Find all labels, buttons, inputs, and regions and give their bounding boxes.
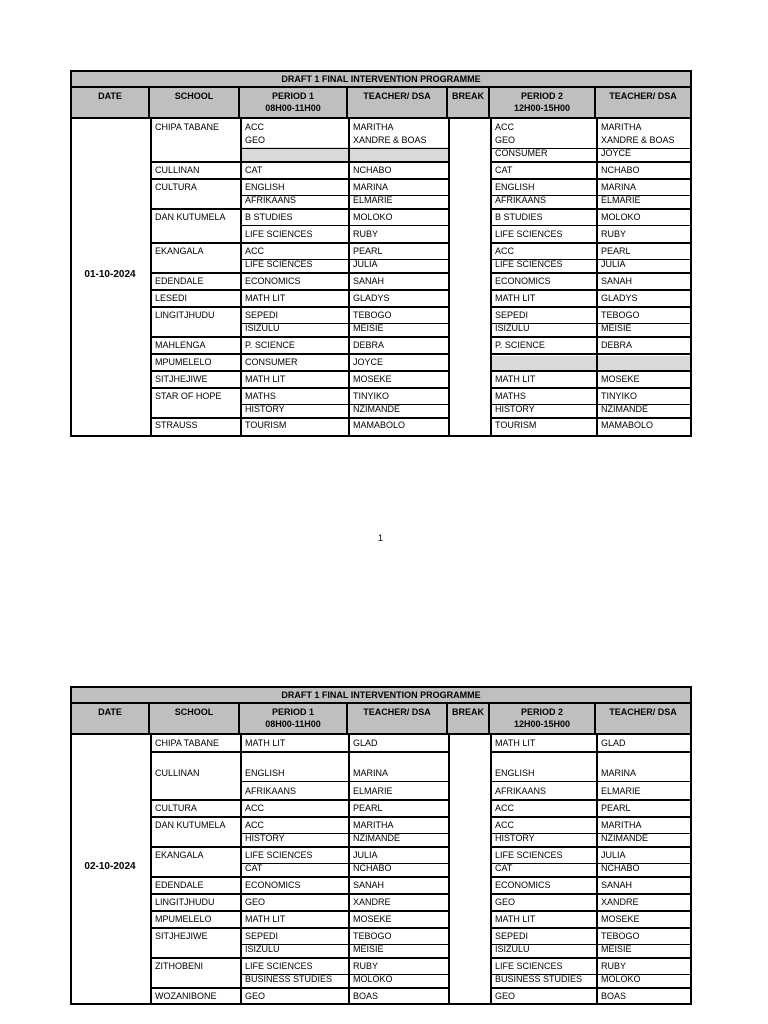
period1-subject-cell: CONSUMER — [245, 357, 298, 367]
row-separator — [490, 816, 690, 818]
period2-subject-cell: ISIZULU — [495, 944, 530, 954]
period2-teacher-cell: NCHABO — [601, 165, 640, 175]
row-separator — [490, 336, 690, 338]
row-separator — [490, 781, 690, 782]
row-separator — [150, 751, 448, 753]
period2-teacher-cell: XANDRE — [601, 897, 639, 907]
school-cell: CULLINAN — [155, 165, 200, 175]
header-teacher2: TEACHER/ DSA — [609, 91, 677, 101]
row-separator — [490, 910, 690, 912]
period2-teacher-cell: TEBOGO — [601, 310, 640, 320]
header-teacher1: TEACHER/ DSA — [348, 88, 448, 117]
period2-teacher-cell: ELMARIE — [601, 195, 641, 205]
period1-subject-cell: SEPEDI — [245, 931, 279, 941]
period2-teacher-cell: RUBY — [601, 229, 627, 239]
empty-cell-shading — [598, 356, 690, 370]
header-school: SCHOOL — [150, 88, 240, 117]
period2-subject-cell: ACC — [495, 803, 515, 813]
row-separator — [150, 353, 448, 355]
period2-teacher-cell: MARINA — [601, 768, 637, 778]
row-separator — [490, 370, 690, 372]
period2-teacher-cell: MARITHA — [601, 122, 642, 132]
period2-subject-cell: LIFE SCIENCES — [495, 229, 563, 239]
period1-subject-cell: ECONOMICS — [245, 276, 301, 286]
period2-teacher-cell: ELMARIE — [601, 786, 641, 796]
period2-subject-cell: CONSUMER — [495, 148, 548, 158]
header-break: BREAK — [448, 88, 490, 117]
page-number: 1 — [378, 533, 384, 543]
row-separator — [150, 336, 448, 338]
row-separator — [490, 178, 690, 180]
row-separator — [150, 242, 448, 244]
period2-subject-cell: ECONOMICS — [495, 880, 551, 890]
school-cell: EKANGALA — [155, 850, 204, 860]
period2-subject-cell: LIFE SCIENCES — [495, 961, 563, 971]
period2-subject-cell: ENGLISH — [495, 182, 535, 192]
period1-teacher-cell: DEBRA — [353, 340, 385, 350]
period1-subject-cell: MATH LIT — [245, 374, 286, 384]
period2-subject-cell: LIFE SCIENCES — [495, 259, 563, 269]
period2-subject-cell: ACC — [495, 820, 515, 830]
period2-teacher-cell: NZIMANDE — [601, 833, 648, 843]
row-separator — [150, 161, 448, 163]
row-separator — [150, 893, 448, 895]
row-separator — [150, 957, 448, 959]
period1-subject-cell: LIFE SCIENCES — [245, 961, 313, 971]
period2-subject-cell: P. SCIENCE — [495, 340, 545, 350]
empty-cell-shading — [242, 147, 348, 161]
school-cell: STAR OF HOPE — [155, 391, 222, 401]
period2-subject-cell: MATH LIT — [495, 738, 536, 748]
date-cell: 01-10-2024 — [84, 269, 136, 280]
period1-subject-cell: LIFE SCIENCES — [245, 229, 313, 239]
programme-table-2 — [70, 686, 692, 1005]
period2-subject-cell: MATH LIT — [495, 374, 536, 384]
period2-subject-cell: ENGLISH — [495, 768, 535, 778]
period1-teacher-cell: TINYIKO — [353, 391, 390, 401]
period2-teacher-cell: MOSEKE — [601, 374, 640, 384]
period1-subject-cell: B STUDIES — [245, 212, 293, 222]
period1-teacher-cell: MAMABOLO — [353, 420, 406, 430]
row-separator — [490, 161, 690, 163]
row-separator — [150, 799, 448, 801]
period2-teacher-cell: JOYCE — [601, 148, 632, 158]
table-body — [72, 735, 690, 1003]
period1-teacher-cell: RUBY — [353, 229, 379, 239]
period2-teacher-cell: RUBY — [601, 961, 627, 971]
row-separator — [150, 289, 448, 291]
period2-teacher-cell: SANAH — [601, 880, 633, 890]
period2-teacher-cell: DEBRA — [601, 340, 633, 350]
period1-teacher-cell: MARITHA — [353, 122, 394, 132]
school-cell: STRAUSS — [155, 420, 198, 430]
row-separator — [150, 987, 448, 989]
row-separator — [490, 387, 690, 389]
period1-subject-cell: ISIZULU — [245, 323, 280, 333]
period2-teacher-cell: JULIA — [601, 259, 626, 269]
row-separator — [490, 353, 690, 355]
period1-subject-cell: GEO — [245, 897, 266, 907]
row-separator — [150, 178, 448, 180]
period1-teacher-cell: PEARL — [353, 803, 383, 813]
period2-teacher-cell: MARITHA — [601, 820, 642, 830]
period2-teacher-cell: TEBOGO — [601, 931, 640, 941]
header-school: SCHOOL — [150, 704, 240, 733]
period2-subject-cell: AFRIKAANS — [495, 786, 547, 796]
period1-subject-cell: GEO — [245, 135, 266, 145]
period2-subject-cell: AFRIKAANS — [495, 195, 547, 205]
row-separator — [150, 927, 448, 929]
period1-subject-cell: SEPEDI — [245, 310, 279, 320]
period2-subject-cell: ACC — [495, 122, 515, 132]
period1-subject-cell: CAT — [245, 165, 263, 175]
period1-subject-cell: GEO — [245, 991, 266, 1001]
period2-subject-cell: ACC — [495, 246, 515, 256]
table-title: DRAFT 1 FINAL INTERVENTION PROGRAMME — [72, 688, 690, 704]
row-separator — [150, 846, 448, 848]
period2-teacher-cell: TINYIKO — [601, 391, 638, 401]
period2-subject-cell: LIFE SCIENCES — [495, 850, 563, 860]
school-cell: LINGITJHUDU — [155, 897, 215, 907]
period1-subject-cell: HISTORY — [245, 404, 285, 414]
period2-subject-cell: ECONOMICS — [495, 276, 551, 286]
school-cell: CHIPA TABANE — [155, 738, 220, 748]
period2-teacher-cell: XANDRE & BOAS — [601, 135, 675, 145]
row-separator — [490, 289, 690, 291]
school-cell: CULTURA — [155, 182, 197, 192]
period2-teacher-cell: MOSEKE — [601, 914, 640, 924]
period2-teacher-cell: NZIMANDE — [601, 404, 648, 414]
period1-teacher-cell: MOSEKE — [353, 914, 392, 924]
period2-teacher-cell: MOLOKO — [601, 212, 641, 222]
row-separator — [150, 306, 448, 308]
period2-subject-cell: CAT — [495, 863, 513, 873]
period1-teacher-cell: NZIMANDE — [353, 833, 400, 843]
period1-subject-cell: ACC — [245, 803, 265, 813]
period1-teacher-cell: XANDRE & BOAS — [353, 135, 427, 145]
period1-subject-cell: ENGLISH — [245, 768, 285, 778]
period1-teacher-cell: MOLOKO — [353, 974, 393, 984]
period1-teacher-cell: MARINA — [353, 768, 389, 778]
period1-subject-cell: AFRIKAANS — [245, 195, 297, 205]
school-cell: CULLINAN — [155, 768, 200, 778]
row-separator — [490, 799, 690, 801]
period1-subject-cell: MATH LIT — [245, 914, 286, 924]
row-separator — [240, 148, 448, 149]
period1-subject-cell: ENGLISH — [245, 182, 285, 192]
period1-teacher-cell: TEBOGO — [353, 931, 392, 941]
period2-teacher-cell: JULIA — [601, 850, 626, 860]
row-separator — [490, 306, 690, 308]
period1-teacher-cell: MEISIE — [353, 944, 384, 954]
period1-subject-cell: AFRIKAANS — [245, 786, 297, 796]
period2-subject-cell: GEO — [495, 135, 516, 145]
period1-teacher-cell: BOAS — [353, 991, 379, 1001]
period1-teacher-cell: GLADYS — [353, 293, 390, 303]
empty-cell-shading — [492, 356, 596, 370]
header-teacher2: TEACHER/ DSA — [609, 707, 677, 717]
period1-subject-cell: MATHS — [245, 391, 276, 401]
period1-subject-cell: ACC — [245, 820, 265, 830]
period1-subject-cell: P. SCIENCE — [245, 340, 295, 350]
period1-teacher-cell: NZIMANDE — [353, 404, 400, 414]
period1-teacher-cell: MARITHA — [353, 820, 394, 830]
row-separator — [490, 987, 690, 989]
row-separator — [490, 208, 690, 210]
empty-cell-shading — [350, 147, 448, 161]
row-separator — [490, 225, 690, 226]
school-cell: MPUMELELO — [155, 914, 212, 924]
period1-subject-cell: ACC — [245, 122, 265, 132]
period2-subject-cell: CAT — [495, 165, 513, 175]
period1-teacher-cell: MARINA — [353, 182, 389, 192]
table-body — [72, 119, 690, 435]
period1-subject-cell: BUSINESS STUDIES — [245, 974, 333, 984]
period1-teacher-cell: ELMARIE — [353, 786, 393, 796]
row-separator — [240, 781, 448, 782]
row-separator — [150, 208, 448, 210]
row-separator — [490, 957, 690, 959]
period1-teacher-cell: SANAH — [353, 880, 385, 890]
column-divider — [448, 735, 450, 1003]
school-cell: SITJHEJIWE — [155, 374, 208, 384]
period2-subject-cell: MATHS — [495, 391, 526, 401]
period1-teacher-cell: GLAD — [353, 738, 378, 748]
row-separator — [490, 893, 690, 895]
header-period1: PERIOD 1 08H00-11H00 — [240, 88, 348, 117]
period1-teacher-cell: XANDRE — [353, 897, 391, 907]
period2-subject-cell: MATH LIT — [495, 914, 536, 924]
period2-teacher-cell: GLAD — [601, 738, 626, 748]
period1-subject-cell: LIFE SCIENCES — [245, 850, 313, 860]
period2-subject-cell: HISTORY — [495, 833, 535, 843]
period2-teacher-cell: MEISIE — [601, 944, 632, 954]
period1-teacher-cell: MEISIE — [353, 323, 384, 333]
period1-teacher-cell: NCHABO — [353, 165, 392, 175]
period2-subject-cell: ISIZULU — [495, 323, 530, 333]
row-separator — [150, 816, 448, 818]
row-separator — [150, 370, 448, 372]
row-separator — [150, 876, 448, 878]
period2-subject-cell: HISTORY — [495, 404, 535, 414]
period1-teacher-cell: SANAH — [353, 276, 385, 286]
period1-subject-cell: ECONOMICS — [245, 880, 301, 890]
period2-teacher-cell: MAMABOLO — [601, 420, 654, 430]
period2-teacher-cell: MARINA — [601, 182, 637, 192]
table-title: DRAFT 1 FINAL INTERVENTION PROGRAMME — [72, 72, 690, 88]
period1-teacher-cell: RUBY — [353, 961, 379, 971]
school-cell: EDENDALE — [155, 880, 204, 890]
school-cell: EDENDALE — [155, 276, 204, 286]
period2-subject-cell: B STUDIES — [495, 212, 543, 222]
programme-table-1 — [70, 70, 692, 437]
school-cell: DAN KUTUMELA — [155, 212, 226, 222]
period2-teacher-cell: PEARL — [601, 803, 631, 813]
school-cell: LESEDI — [155, 293, 188, 303]
period2-subject-cell: GEO — [495, 897, 516, 907]
row-separator — [150, 910, 448, 912]
row-separator — [490, 876, 690, 878]
period2-subject-cell: SEPEDI — [495, 310, 529, 320]
school-cell: SITJHEJIWE — [155, 931, 208, 941]
period1-teacher-cell: JOYCE — [353, 357, 384, 367]
period2-teacher-cell: GLADYS — [601, 293, 638, 303]
period2-teacher-cell: MOLOKO — [601, 974, 641, 984]
school-cell: CHIPA TABANE — [155, 122, 220, 132]
header-period2: PERIOD 2 12H00-15H00 — [490, 704, 596, 733]
school-cell: LINGITJHUDU — [155, 310, 215, 320]
period2-teacher-cell: MEISIE — [601, 323, 632, 333]
period1-teacher-cell: PEARL — [353, 246, 383, 256]
column-divider — [448, 119, 450, 435]
row-separator — [490, 927, 690, 929]
period1-subject-cell: LIFE SCIENCES — [245, 259, 313, 269]
row-separator — [150, 272, 448, 274]
period2-teacher-cell: NCHABO — [601, 863, 640, 873]
header-date: DATE — [72, 88, 150, 117]
row-separator — [490, 751, 690, 753]
school-cell: ZITHOBENI — [155, 961, 204, 971]
period1-subject-cell: MATH LIT — [245, 293, 286, 303]
header-period1: PERIOD 1 08H00-11H00 — [240, 704, 348, 733]
period1-teacher-cell: ELMARIE — [353, 195, 393, 205]
period1-subject-cell: ACC — [245, 246, 265, 256]
period1-teacher-cell: MOSEKE — [353, 374, 392, 384]
period1-subject-cell: CAT — [245, 863, 263, 873]
period1-teacher-cell: NCHABO — [353, 863, 392, 873]
row-separator — [490, 242, 690, 244]
period2-subject-cell: GEO — [495, 991, 516, 1001]
header-period2: PERIOD 2 12H00-15H00 — [490, 88, 596, 117]
table-header — [72, 88, 690, 119]
school-cell: CULTURA — [155, 803, 197, 813]
period1-teacher-cell: JULIA — [353, 259, 378, 269]
header-date: DATE — [72, 704, 150, 733]
period2-subject-cell: TOURISM — [495, 420, 537, 430]
period1-subject-cell: MATH LIT — [245, 738, 286, 748]
school-cell: EKANGALA — [155, 246, 204, 256]
header-break: BREAK — [448, 704, 490, 733]
row-separator — [490, 272, 690, 274]
period1-teacher-cell: MOLOKO — [353, 212, 393, 222]
period1-subject-cell: ISIZULU — [245, 944, 280, 954]
school-cell: MAHLENGA — [155, 340, 206, 350]
period2-subject-cell: MATH LIT — [495, 293, 536, 303]
period1-subject-cell: TOURISM — [245, 420, 287, 430]
period1-teacher-cell: TEBOGO — [353, 310, 392, 320]
row-separator — [150, 387, 448, 389]
period2-teacher-cell: BOAS — [601, 991, 627, 1001]
row-separator — [240, 225, 448, 226]
school-cell: MPUMELELO — [155, 357, 212, 367]
period2-teacher-cell: SANAH — [601, 276, 633, 286]
period1-teacher-cell: JULIA — [353, 850, 378, 860]
period1-subject-cell: HISTORY — [245, 833, 285, 843]
header-teacher1: TEACHER/ DSA — [348, 704, 448, 733]
school-cell: WOZANIBONE — [155, 991, 217, 1001]
row-separator — [490, 846, 690, 848]
period2-subject-cell: SEPEDI — [495, 931, 529, 941]
school-cell: DAN KUTUMELA — [155, 820, 226, 830]
period2-subject-cell: BUSINESS STUDIES — [495, 974, 583, 984]
table-header — [72, 704, 690, 735]
date-cell: 02-10-2024 — [84, 861, 136, 872]
period2-teacher-cell: PEARL — [601, 246, 631, 256]
